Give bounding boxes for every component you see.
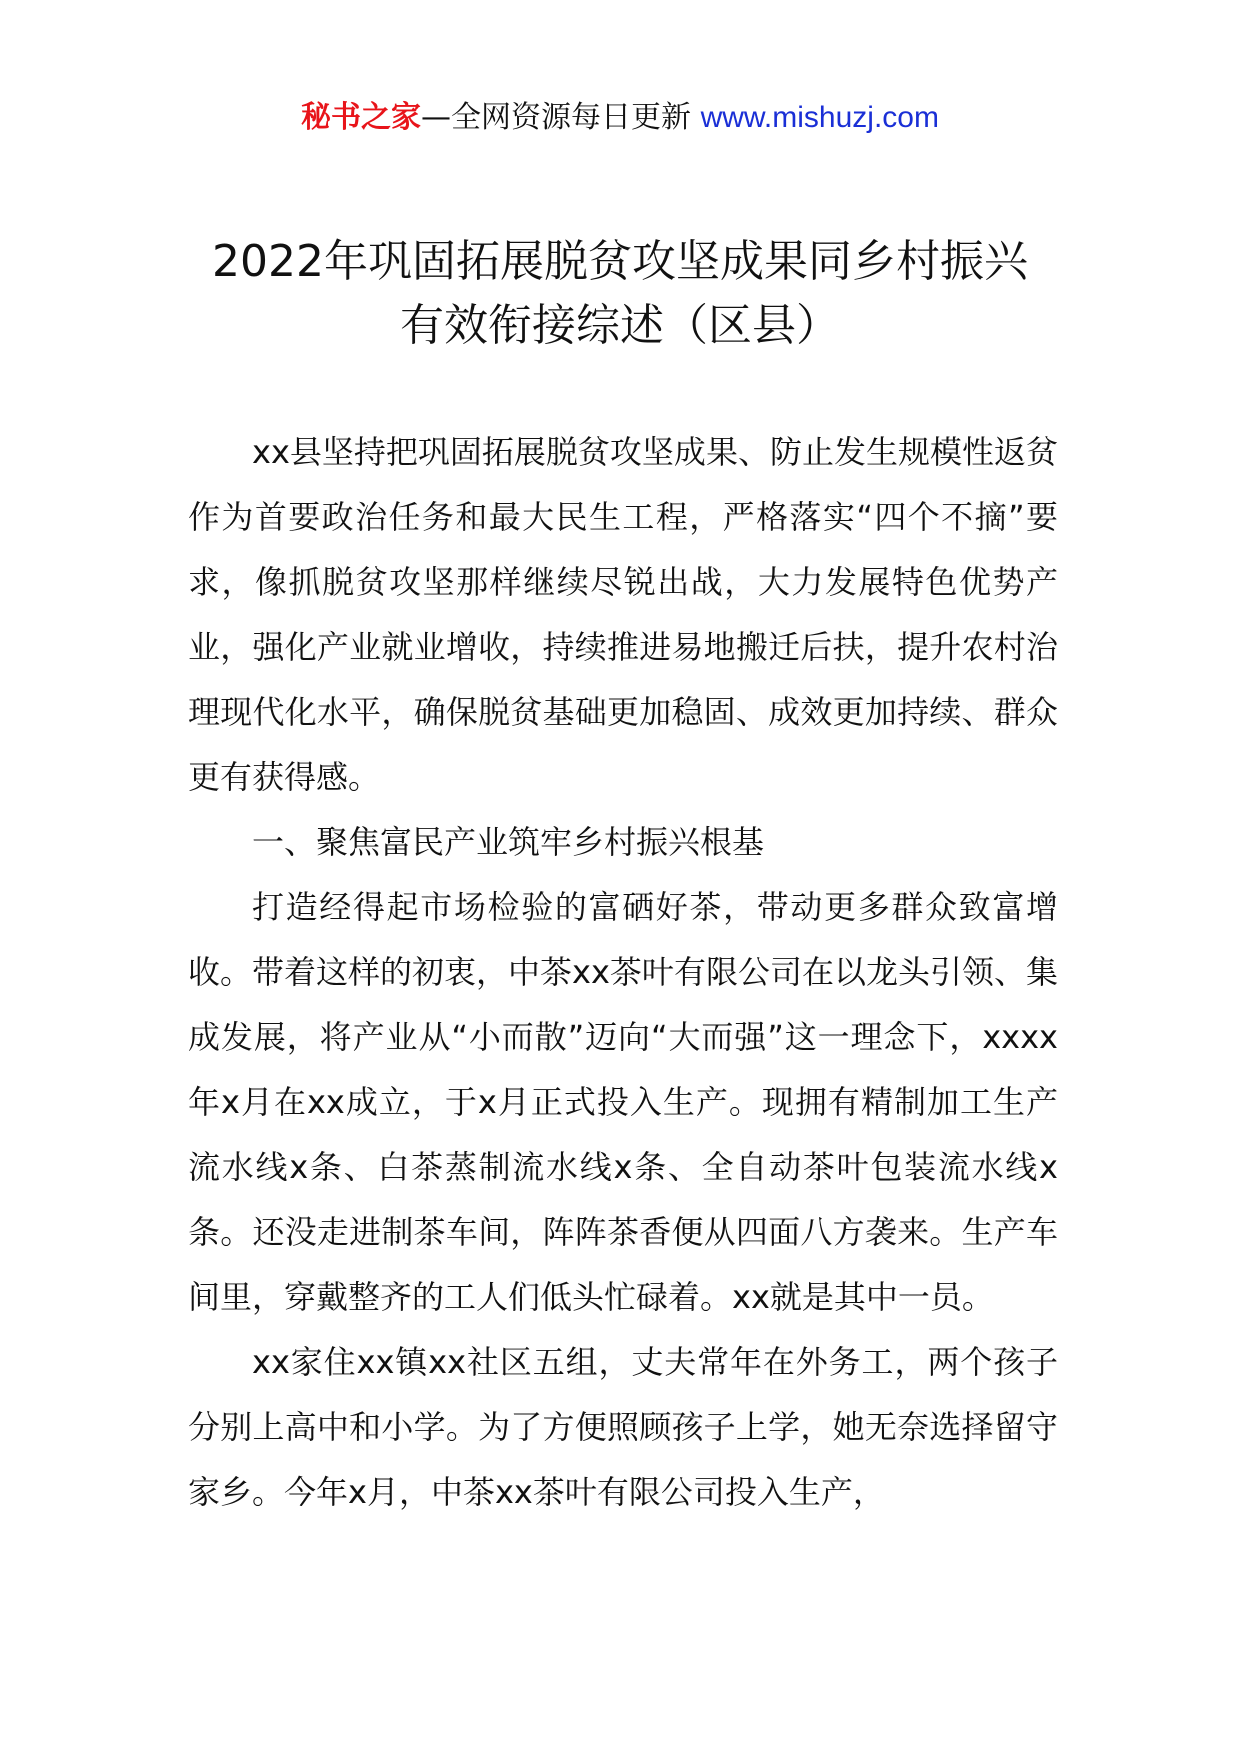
title-line-1: 2022年巩固拓展脱贫攻坚成果同乡村振兴 <box>212 236 1028 287</box>
section-paragraph-2: xx家住xx镇xx社区五组，丈夫常年在外务工，两个孩子分别上高中和小学。为了方便照顾孩子上学，她无奈选择留守家乡。今年x月，中茶xx茶叶有限公司投入生产， <box>188 1343 1058 1511</box>
title-line-2: 有效衔接综述（区县） <box>400 300 840 351</box>
document-title <box>0 230 1240 358</box>
intro-paragraph: xx县坚持把巩固拓展脱贫攻坚成果、防止发生规模性返贫作为首要政治任务和最大民生工程，严格落实“四个不摘”要求，像抓脱贫攻坚那样继续尽锐出战，大力发展特色优势产业，强化产业就业增收，持续推进易地搬迁后扶，提升农村治理现代化水平，确保脱贫基础更加稳固、成效更加持续、群众更有获得感。 <box>188 433 1058 796</box>
site-header <box>0 98 1240 138</box>
document-body <box>188 420 1058 1525</box>
header-tagline: —全网资源每日更新 <box>421 100 701 135</box>
section-paragraph-1: 打造经得起市场检验的富硒好茶，带动更多群众致富增收。带着这样的初衷，中茶xx茶叶有限公司在以龙头引领、集成发展，将产业从“小而散”迈向“大而强”这一理念下，xxxx年x月在xx成立，于x月正式投入生产。现拥有精制加工生产流水线x条、白茶蒸制流水线x条、全自动茶叶包装流水线x条。还没走进制茶车间，阵阵茶香便从四面八方袭来。生产车间里，穿戴整齐的工人们低头忙碌着。xx就是其中一员。 <box>188 888 1058 1316</box>
brand-name: 秘书之家 <box>301 100 422 135</box>
section-heading-1: 一、聚焦富民产业筑牢乡村振兴根基 <box>252 823 765 861</box>
website-link[interactable]: www.mishuzj.com <box>700 101 939 134</box>
